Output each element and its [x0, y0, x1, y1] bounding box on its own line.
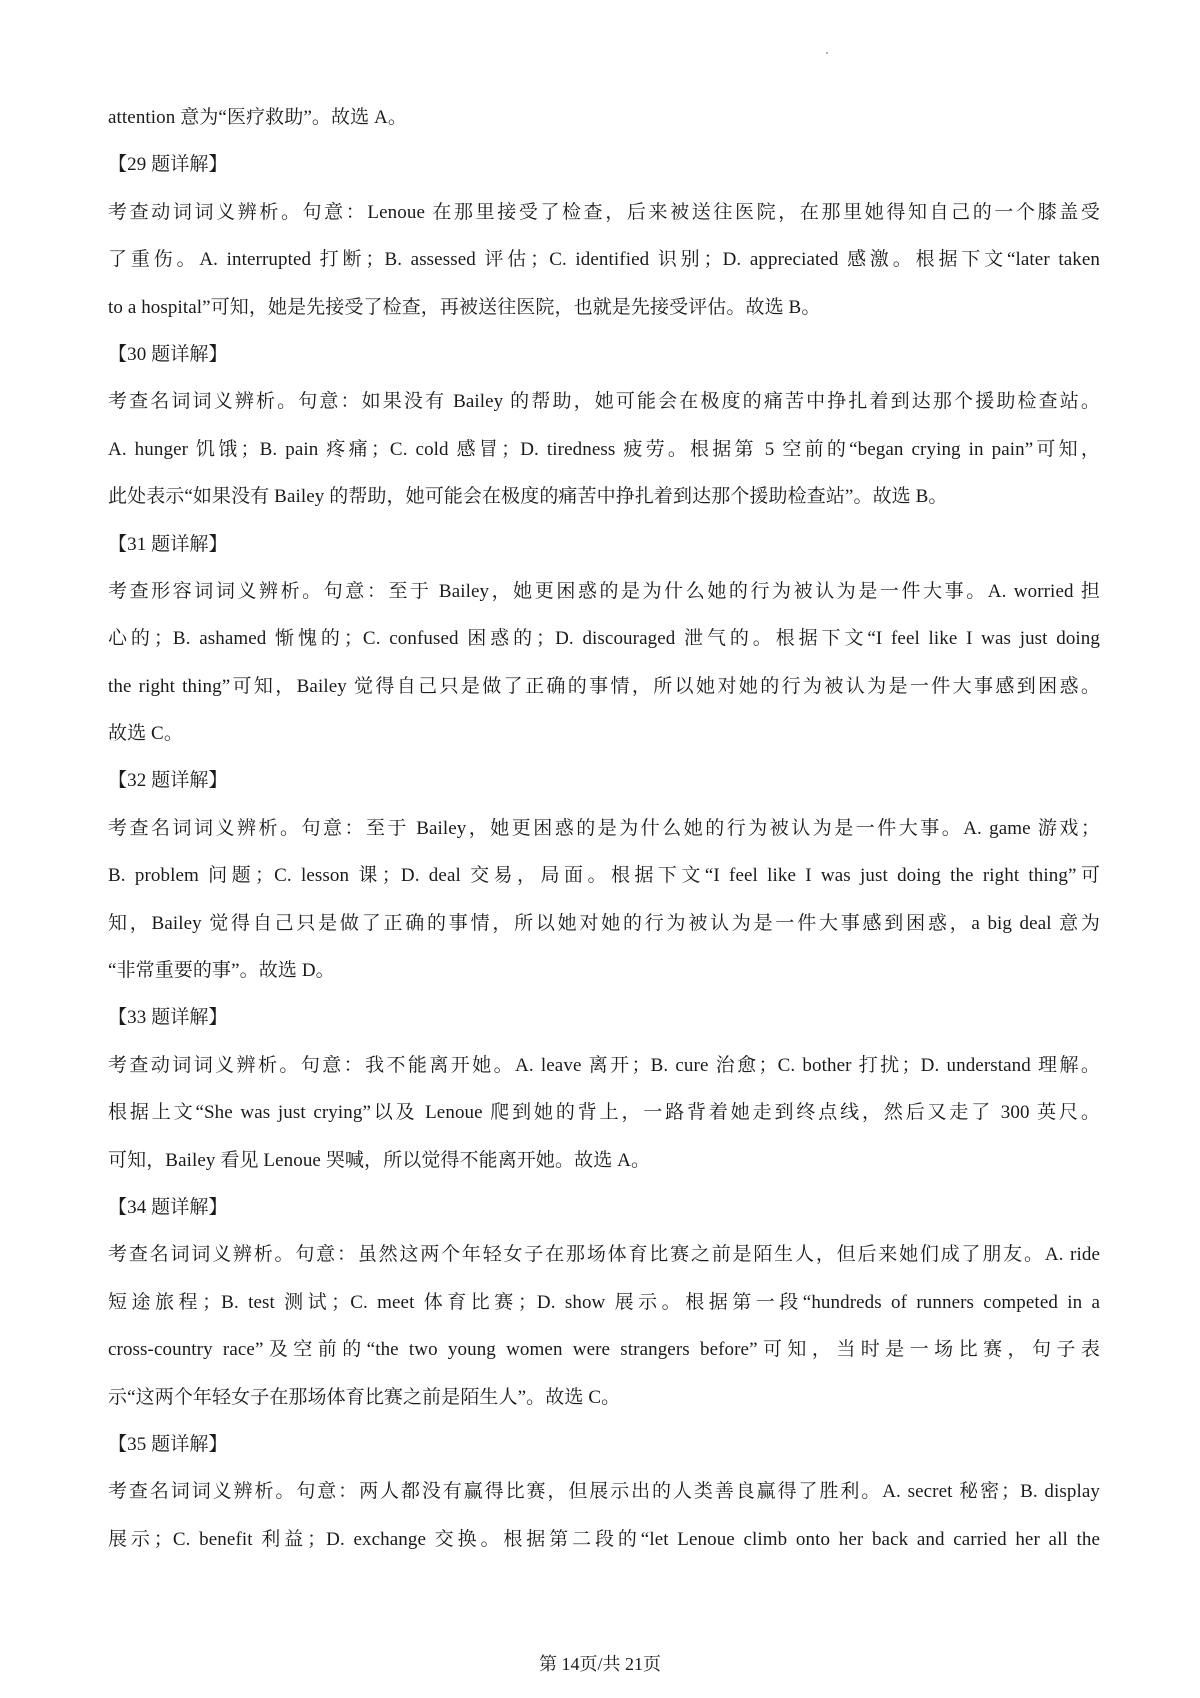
page-number: 第 14页/共 21页 — [538, 1654, 661, 1674]
text-line: 此处表示“如果没有 Bailey 的帮助，她可能会在极度的痛苦中挣扎着到达那个援助检查站”。故选 B。 — [108, 486, 948, 508]
scan-dot — [826, 52, 828, 54]
text-line: 心的；B. ashamed 惭愧的；C. confused 困惑的；D. discouraged 泄气的。根据下文“I feel like I was just doing — [108, 628, 1100, 650]
question-34-heading: 【34 题详解】 — [108, 1196, 228, 1218]
text-line: 示“这两个年轻女子在那场体育比赛之前是陌生人”。故选 C。 — [108, 1386, 621, 1408]
text-line: 可知，Bailey 看见 Lenoue 哭喊，所以觉得不能离开她。故选 A。 — [108, 1149, 651, 1171]
text-line: 了重伤。A. interrupted 打断；B. assessed 评估；C. identified 识别；D. appreciated 感激。根据下文“later taken — [108, 249, 1100, 271]
question-29-heading: 【29 题详解】 — [108, 154, 228, 176]
text-line: B. problem 问题；C. lesson 课；D. deal 交易，局面。根据下文“I feel like I was just doing the right thing”可 — [108, 865, 1100, 887]
text-line: 考查名词词义辨析。句意：至于 Bailey，她更困惑的是为什么她的行为被认为是一件大事。A. game 游戏； — [108, 817, 1100, 839]
question-31-heading: 【31 题详解】 — [108, 533, 228, 555]
text-line: 短途旅程；B. test 测试；C. meet 体育比赛；D. show 展示。根据第一段“hundreds of runners competed in a — [108, 1291, 1100, 1313]
text-line: “非常重要的事”。故选 D。 — [108, 960, 335, 982]
text-line: 考查名词词义辨析。句意：虽然这两个年轻女子在那场体育比赛之前是陌生人，但后来她们成了朋友。A. ride — [108, 1244, 1100, 1266]
text-line: 考查动词词义辨析。句意：我不能离开她。A. leave 离开；B. cure 治愈；C. bother 打扰；D. understand 理解。 — [108, 1054, 1100, 1076]
text-line: cross-country race”及空前的“the two young women were strangers before”可知，当时是一场比赛，句子表 — [108, 1339, 1100, 1361]
question-35-heading: 【35 题详解】 — [108, 1433, 228, 1455]
text-line: 故选 C。 — [108, 723, 183, 745]
text-line: A. hunger 饥饿；B. pain 疼痛；C. cold 感冒；D. tiredness 疲劳。根据第 5 空前的“began crying in pain”可知， — [108, 438, 1100, 460]
question-32-heading: 【32 题详解】 — [108, 770, 228, 792]
text-line: 考查形容词词义辨析。句意：至于 Bailey，她更困惑的是为什么她的行为被认为是一件大事。A. worried 担 — [108, 580, 1100, 602]
page-body — [108, 94, 1100, 1563]
text-line: 考查名词词义辨析。句意：两人都没有赢得比赛，但展示出的人类善良赢得了胜利。A. secret 秘密；B. display — [108, 1481, 1100, 1503]
question-30-heading: 【30 题详解】 — [108, 343, 228, 365]
question-33-heading: 【33 题详解】 — [108, 1007, 228, 1029]
text-line: 知，Bailey 觉得自己只是做了正确的事情，所以她对她的行为被认为是一件大事感到困惑，a big deal 意为 — [108, 912, 1100, 934]
text-line: attention 意为“医疗救助”。故选 A。 — [108, 107, 407, 128]
text-line: 展示；C. benefit 利益；D. exchange 交换。根据第二段的“let Lenoue climb onto her back and carried her all the — [108, 1528, 1100, 1550]
text-line: to a hospital”可知，她是先接受了检查，再被送往医院，也就是先接受评估。故选 B。 — [108, 296, 821, 318]
text-line: 考查动词词义辨析。句意：Lenoue 在那里接受了检查，后来被送往医院，在那里她得知自己的一个膝盖受 — [108, 201, 1100, 223]
text-line: 根据上文“She was just crying”以及 Lenoue 爬到她的背上，一路背着她走到终点线，然后又走了 300 英尺。 — [108, 1102, 1100, 1124]
text-line: 考查名词词义辨析。句意：如果没有 Bailey 的帮助，她可能会在极度的痛苦中挣扎着到达那个援助检查站。 — [108, 391, 1100, 413]
text-line: the right thing”可知，Bailey 觉得自己只是做了正确的事情，所以她对她的行为被认为是一件大事感到困惑。 — [108, 675, 1100, 697]
